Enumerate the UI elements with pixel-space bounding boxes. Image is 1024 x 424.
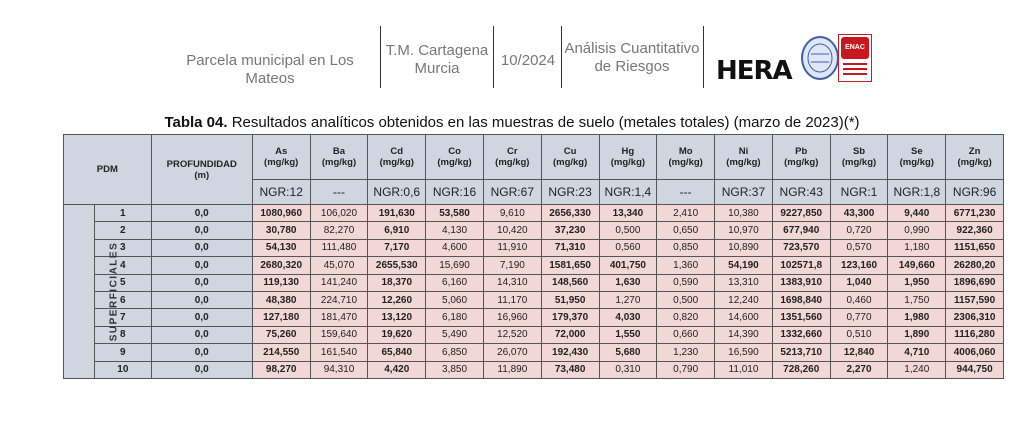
metal-value-cell: 1383,910 <box>772 274 830 291</box>
metal-symbol: Ni <box>738 146 749 157</box>
metal-value-cell: 149,660 <box>888 257 946 274</box>
metal-value-cell: 0,310 <box>599 361 657 378</box>
ngr-reference-value: NGR:1,4 <box>599 180 657 205</box>
metal-column-header <box>946 135 1004 180</box>
metal-value-cell: 677,940 <box>772 222 830 239</box>
metal-unit: (mg/kg) <box>264 157 299 168</box>
metal-value-cell: 2680,320 <box>252 257 310 274</box>
table-row <box>64 291 1004 308</box>
depth-cell: 0,0 <box>151 205 252 222</box>
metal-value-cell: 6,160 <box>426 274 484 291</box>
metal-symbol: Cu <box>563 146 577 157</box>
metal-value-cell: 71,310 <box>541 239 599 256</box>
metal-value-cell: 12,520 <box>483 326 541 343</box>
metal-value-cell: 7,190 <box>483 257 541 274</box>
metal-value-cell: 12,260 <box>368 291 426 308</box>
metal-value-cell: 9,610 <box>483 205 541 222</box>
metal-value-cell: 11,910 <box>483 239 541 256</box>
metal-value-cell: 14,600 <box>715 309 773 326</box>
metal-value-cell: 179,370 <box>541 309 599 326</box>
pdm-cell: 9 <box>94 344 151 361</box>
ngr-reference-value: NGR:16 <box>426 180 484 205</box>
report-type-line1: Análisis Cuantitativo <box>564 40 700 57</box>
metal-value-cell: 2,410 <box>657 205 715 222</box>
metal-column-header <box>541 135 599 180</box>
metal-value-cell: 11,890 <box>483 361 541 378</box>
metal-value-cell: 127,180 <box>252 309 310 326</box>
metal-value-cell: 0,990 <box>888 222 946 239</box>
report-date: 10/2024 <box>500 52 556 69</box>
metals-results-table <box>63 134 1004 379</box>
metal-unit: (mg/kg) <box>899 157 934 168</box>
depth-column-header: PROFUNDIDAD (m) <box>151 135 252 205</box>
metal-value-cell: 6771,230 <box>946 205 1004 222</box>
metal-value-cell: 4,710 <box>888 344 946 361</box>
enac-logo-line <box>843 68 867 70</box>
metal-value-cell: 1,270 <box>599 291 657 308</box>
metal-value-cell: 1581,650 <box>541 257 599 274</box>
metal-value-cell: 2,270 <box>830 361 888 378</box>
metal-symbol: Se <box>910 146 923 157</box>
pdm-cell: 3 <box>94 239 151 256</box>
metal-value-cell: 54,190 <box>715 257 773 274</box>
metal-value-cell: 4,600 <box>426 239 484 256</box>
table-row <box>64 309 1004 326</box>
header-row <box>64 135 1004 180</box>
ngr-reference-value: NGR:0,6 <box>368 180 426 205</box>
table-row <box>64 344 1004 361</box>
ngr-reference-value: --- <box>657 180 715 205</box>
metal-value-cell: 6,850 <box>426 344 484 361</box>
metal-value-cell: 26,070 <box>483 344 541 361</box>
metal-value-cell: 65,840 <box>368 344 426 361</box>
metal-value-cell: 1151,650 <box>946 239 1004 256</box>
metal-unit: (mg/kg) <box>668 157 703 168</box>
metal-column-header <box>599 135 657 180</box>
metal-value-cell: 11,170 <box>483 291 541 308</box>
table-caption-number: Tabla 04. <box>164 114 228 131</box>
metal-value-cell: 148,560 <box>541 274 599 291</box>
metal-value-cell: 2306,310 <box>946 309 1004 326</box>
municipality-line1: T.M. Cartagena <box>385 42 489 59</box>
metal-value-cell: 5,060 <box>426 291 484 308</box>
metal-value-cell: 0,590 <box>657 274 715 291</box>
depth-cell: 0,0 <box>151 291 252 308</box>
metal-value-cell: 1,550 <box>599 326 657 343</box>
metal-column-header <box>830 135 888 180</box>
metal-column-header <box>657 135 715 180</box>
depth-cell: 0,0 <box>151 326 252 343</box>
metal-symbol: Mo <box>678 146 693 157</box>
metal-value-cell: 728,260 <box>772 361 830 378</box>
metal-value-cell: 2655,530 <box>368 257 426 274</box>
header-divider <box>380 26 381 88</box>
metal-value-cell: 1,750 <box>888 291 946 308</box>
table-body <box>64 205 1004 379</box>
enac-logo-icon <box>838 34 872 82</box>
metal-value-cell: 0,560 <box>599 239 657 256</box>
metal-value-cell: 19,620 <box>368 326 426 343</box>
metal-value-cell: 0,720 <box>830 222 888 239</box>
metal-value-cell: 106,020 <box>310 205 368 222</box>
header-divider <box>561 26 562 88</box>
table-row <box>64 326 1004 343</box>
metal-value-cell: 10,380 <box>715 205 773 222</box>
metal-value-cell: 401,750 <box>599 257 657 274</box>
metal-value-cell: 0,660 <box>657 326 715 343</box>
metal-value-cell: 14,310 <box>483 274 541 291</box>
metal-value-cell: 15,690 <box>426 257 484 274</box>
depth-cell: 0,0 <box>151 344 252 361</box>
metal-value-cell: 0,510 <box>830 326 888 343</box>
metal-symbol: Sb <box>852 146 866 157</box>
report-header <box>0 22 1024 94</box>
metal-value-cell: 4006,060 <box>946 344 1004 361</box>
metal-value-cell: 54,130 <box>252 239 310 256</box>
metal-value-cell: 98,270 <box>252 361 310 378</box>
metal-column-header <box>483 135 541 180</box>
metal-value-cell: 11,010 <box>715 361 773 378</box>
pdm-cell: 10 <box>94 361 151 378</box>
metal-value-cell: 1,890 <box>888 326 946 343</box>
metal-unit: (mg/kg) <box>841 157 877 168</box>
metal-value-cell: 1,950 <box>888 274 946 291</box>
metal-value-cell: 5213,710 <box>772 344 830 361</box>
ngr-reference-value: NGR:12 <box>252 180 310 205</box>
hera-logo: HERA <box>716 56 792 86</box>
metal-value-cell: 51,950 <box>541 291 599 308</box>
metal-value-cell: 13,310 <box>715 274 773 291</box>
metal-value-cell: 102571,8 <box>772 257 830 274</box>
pdm-cell: 4 <box>94 257 151 274</box>
metal-value-cell: 1,040 <box>830 274 888 291</box>
metal-column-header <box>772 135 830 180</box>
depth-cell: 0,0 <box>151 361 252 378</box>
metal-value-cell: 16,590 <box>715 344 773 361</box>
metal-value-cell: 16,960 <box>483 309 541 326</box>
metal-value-cell: 0,500 <box>657 291 715 308</box>
metal-value-cell: 4,420 <box>368 361 426 378</box>
table-row <box>64 257 1004 274</box>
ngr-reference-value: NGR:96 <box>946 180 1004 205</box>
certification-seal-icon <box>801 36 839 80</box>
metal-value-cell: 30,780 <box>252 222 310 239</box>
metal-value-cell: 922,360 <box>946 222 1004 239</box>
depth-cell: 0,0 <box>151 274 252 291</box>
metal-symbol: As <box>275 146 288 157</box>
metal-value-cell: 1157,590 <box>946 291 1004 308</box>
metal-value-cell: 9227,850 <box>772 205 830 222</box>
pdm-cell: 6 <box>94 291 151 308</box>
sample-group-label <box>64 205 120 379</box>
ngr-reference-value: NGR:1,8 <box>888 180 946 205</box>
metal-value-cell: 141,240 <box>310 274 368 291</box>
enac-logo-line <box>843 73 867 75</box>
municipality <box>384 42 490 78</box>
metal-unit: (mg/kg) <box>552 157 588 168</box>
metal-value-cell: 944,750 <box>946 361 1004 378</box>
metal-unit: (mg/kg) <box>784 157 819 168</box>
sample-group-text: SUPERFICIALES <box>108 241 120 342</box>
metal-symbol: Zn <box>968 146 981 157</box>
pdm-cell: 2 <box>94 222 151 239</box>
metal-value-cell: 7,170 <box>368 239 426 256</box>
metal-value-cell: 45,070 <box>310 257 368 274</box>
metal-value-cell: 3,850 <box>426 361 484 378</box>
ngr-reference-value: NGR:1 <box>830 180 888 205</box>
table-row <box>64 222 1004 239</box>
table-caption-text: Resultados analíticos obtenidos en las muestras de suelo (metales totales) (marzo de 2023)(*) <box>227 114 860 131</box>
metal-value-cell: 224,710 <box>310 291 368 308</box>
metal-unit: (mg/kg) <box>610 157 646 168</box>
metal-value-cell: 1,630 <box>599 274 657 291</box>
metal-value-cell: 0,790 <box>657 361 715 378</box>
metal-value-cell: 0,770 <box>830 309 888 326</box>
metal-value-cell: 75,260 <box>252 326 310 343</box>
metal-value-cell: 82,270 <box>310 222 368 239</box>
metal-symbol: Co <box>448 146 461 157</box>
metal-value-cell: 1698,840 <box>772 291 830 308</box>
metal-unit: (mg/kg) <box>726 157 761 168</box>
metal-value-cell: 214,550 <box>252 344 310 361</box>
metal-value-cell: 53,580 <box>426 205 484 222</box>
header-divider <box>493 26 494 88</box>
metal-value-cell: 1,980 <box>888 309 946 326</box>
metal-value-cell: 0,460 <box>830 291 888 308</box>
ngr-reference-value: --- <box>310 180 368 205</box>
metal-symbol: Cr <box>507 146 518 157</box>
metal-value-cell: 14,390 <box>715 326 773 343</box>
metal-value-cell: 4,130 <box>426 222 484 239</box>
pdm-cell: 5 <box>94 274 151 291</box>
metal-value-cell: 1,360 <box>657 257 715 274</box>
metal-value-cell: 9,440 <box>888 205 946 222</box>
metal-value-cell: 191,630 <box>368 205 426 222</box>
metal-value-cell: 26280,20 <box>946 257 1004 274</box>
enac-logo-label: ENAC <box>841 37 869 59</box>
metal-value-cell: 159,640 <box>310 326 368 343</box>
parcel-name: Parcela municipal en Los Mateos <box>186 52 354 87</box>
metal-value-cell: 10,970 <box>715 222 773 239</box>
pdm-cell: 1 <box>94 205 151 222</box>
metal-value-cell: 1351,560 <box>772 309 830 326</box>
metal-value-cell: 6,910 <box>368 222 426 239</box>
metal-value-cell: 0,650 <box>657 222 715 239</box>
metal-column-header <box>252 135 310 180</box>
ngr-reference-value: NGR:67 <box>483 180 541 205</box>
metal-value-cell: 13,120 <box>368 309 426 326</box>
metal-value-cell: 10,890 <box>715 239 773 256</box>
metal-unit: (mg/kg) <box>495 157 530 168</box>
metal-value-cell: 0,850 <box>657 239 715 256</box>
metal-column-header <box>888 135 946 180</box>
metal-value-cell: 0,570 <box>830 239 888 256</box>
table-caption <box>0 114 1024 131</box>
pdm-cell: 7 <box>94 309 151 326</box>
metal-column-header <box>368 135 426 180</box>
metal-value-cell: 2656,330 <box>541 205 599 222</box>
metal-value-cell: 1896,690 <box>946 274 1004 291</box>
metal-value-cell: 192,430 <box>541 344 599 361</box>
metal-value-cell: 5,490 <box>426 326 484 343</box>
depth-cell: 0,0 <box>151 222 252 239</box>
enac-logo-line <box>843 63 867 65</box>
metal-value-cell: 119,130 <box>252 274 310 291</box>
metal-value-cell: 1080,960 <box>252 205 310 222</box>
metal-value-cell: 13,340 <box>599 205 657 222</box>
metal-value-cell: 18,370 <box>368 274 426 291</box>
metal-symbol: Pb <box>795 146 808 157</box>
metal-value-cell: 0,820 <box>657 309 715 326</box>
depth-cell: 0,0 <box>151 257 252 274</box>
metal-unit: (mg/kg) <box>957 157 992 168</box>
metal-symbol: Hg <box>621 146 635 157</box>
metal-value-cell: 1,230 <box>657 344 715 361</box>
table-row <box>64 205 1004 222</box>
metal-value-cell: 48,380 <box>252 291 310 308</box>
ngr-reference-value: NGR:43 <box>772 180 830 205</box>
metal-value-cell: 181,470 <box>310 309 368 326</box>
metal-value-cell: 0,500 <box>599 222 657 239</box>
depth-cell: 0,0 <box>151 309 252 326</box>
ngr-reference-value: NGR:23 <box>541 180 599 205</box>
metal-value-cell: 111,480 <box>310 239 368 256</box>
header-divider <box>703 26 704 88</box>
metal-value-cell: 72,000 <box>541 326 599 343</box>
report-type-line2: de Riesgos <box>594 58 670 75</box>
table-row <box>64 274 1004 291</box>
metal-column-header <box>310 135 368 180</box>
pdm-cell: 8 <box>94 326 151 343</box>
metal-symbol: Cd <box>390 146 404 157</box>
metal-value-cell: 1,180 <box>888 239 946 256</box>
ngr-reference-value: NGR:37 <box>715 180 773 205</box>
municipality-line2: Murcia <box>414 60 460 77</box>
metal-value-cell: 12,240 <box>715 291 773 308</box>
metal-value-cell: 73,480 <box>541 361 599 378</box>
metal-column-header <box>715 135 773 180</box>
depth-cell: 0,0 <box>151 239 252 256</box>
metal-value-cell: 6,180 <box>426 309 484 326</box>
metal-symbol: Ba <box>332 146 346 157</box>
report-type <box>563 40 701 76</box>
metal-value-cell: 5,680 <box>599 344 657 361</box>
metal-value-cell: 1,240 <box>888 361 946 378</box>
metal-unit: (mg/kg) <box>437 157 472 168</box>
table-row <box>64 361 1004 378</box>
metal-value-cell: 4,030 <box>599 309 657 326</box>
metal-unit: (mg/kg) <box>321 157 357 168</box>
metal-value-cell: 12,840 <box>830 344 888 361</box>
metal-column-header <box>426 135 484 180</box>
table-row <box>64 239 1004 256</box>
metal-value-cell: 37,230 <box>541 222 599 239</box>
pdm-column-header: PDM <box>64 135 152 205</box>
metal-value-cell: 723,570 <box>772 239 830 256</box>
metal-value-cell: 10,420 <box>483 222 541 239</box>
metal-value-cell: 123,160 <box>830 257 888 274</box>
metal-value-cell: 94,310 <box>310 361 368 378</box>
metal-value-cell: 43,300 <box>830 205 888 222</box>
metal-value-cell: 1116,280 <box>946 326 1004 343</box>
metal-value-cell: 1332,660 <box>772 326 830 343</box>
metal-value-cell: 161,540 <box>310 344 368 361</box>
metal-unit: (mg/kg) <box>379 157 414 168</box>
